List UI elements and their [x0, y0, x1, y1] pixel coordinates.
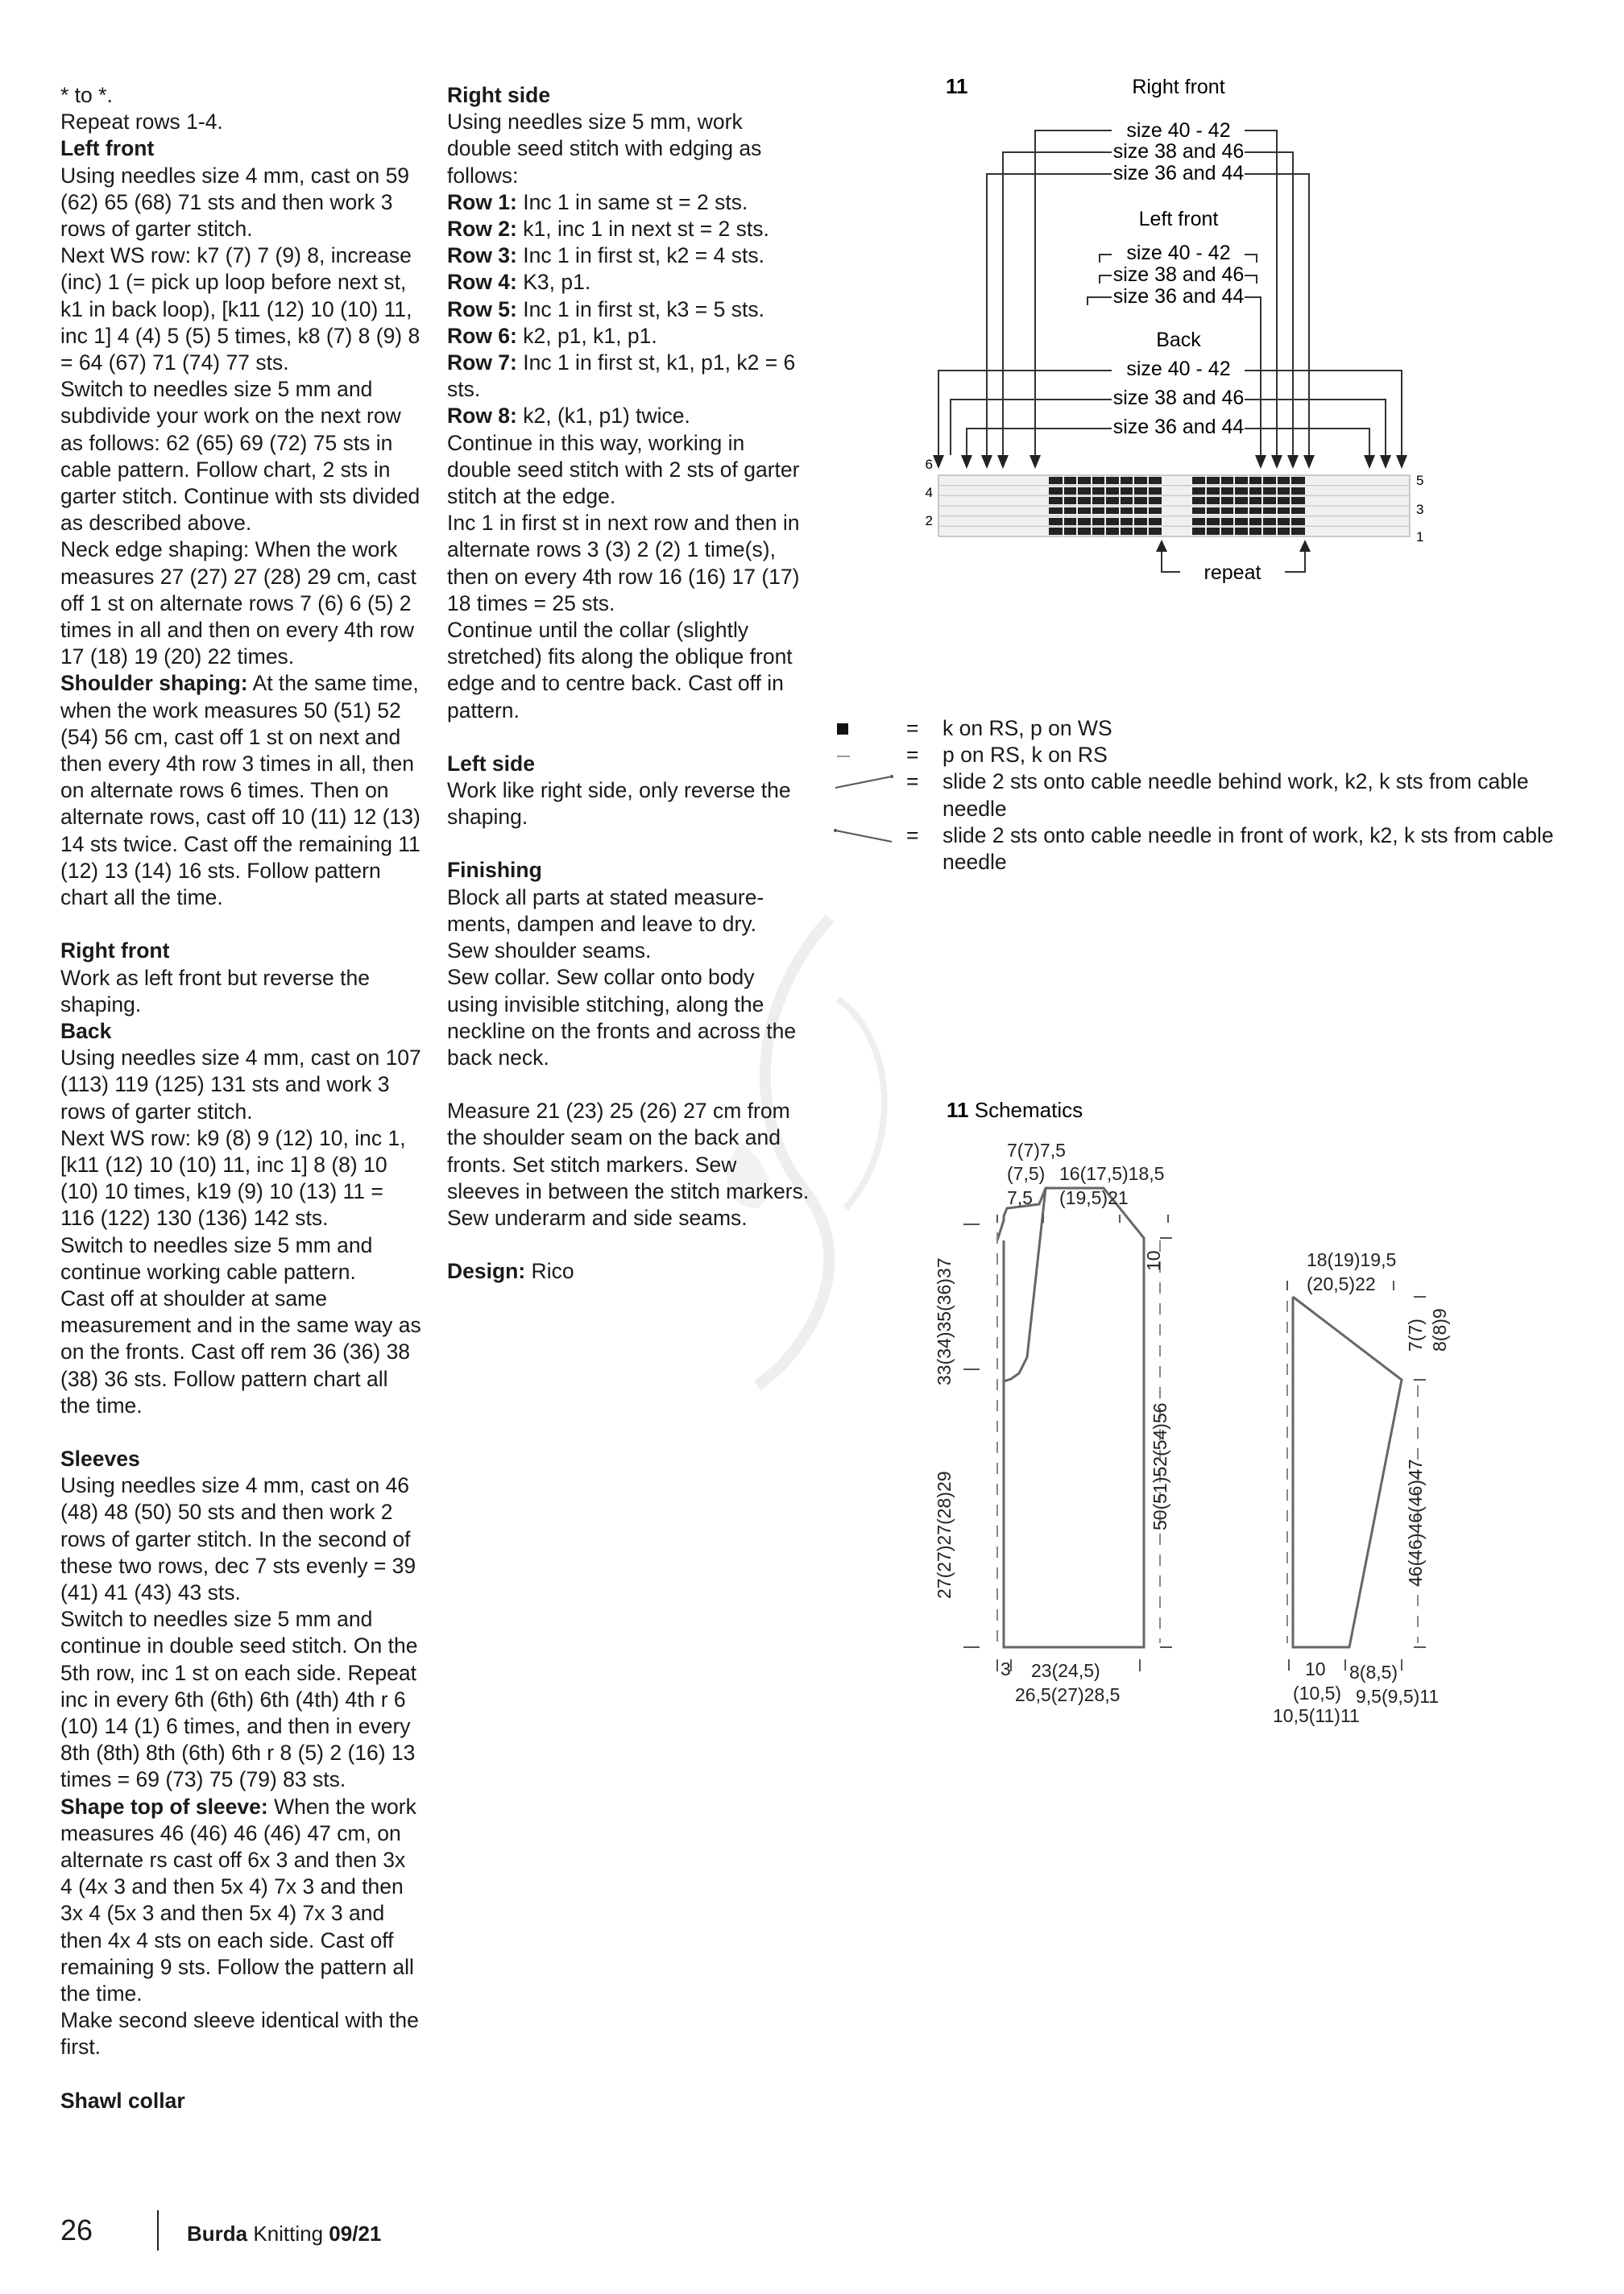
- chart-size-label: size 40 - 42: [1126, 242, 1231, 264]
- paragraph: Make second sleeve identical with the first.: [60, 2008, 419, 2060]
- section-heading-finishing: Finishing: [447, 858, 542, 883]
- row-label: Row 1:: [447, 189, 517, 214]
- chart-size-label: size 36 and 44: [1112, 162, 1245, 184]
- cable-left-icon: [834, 822, 890, 849]
- chart-size-label: size 38 and 46: [1112, 263, 1245, 286]
- schematics-number: 11: [947, 1098, 969, 1122]
- schematics-title: [947, 1098, 1083, 1122]
- magazine-title: [187, 2222, 381, 2246]
- sleeve-measure: (20,5)22: [1307, 1273, 1376, 1294]
- row-number: 4: [925, 485, 933, 500]
- schematics-title-text: Schematics: [968, 1098, 1083, 1122]
- chart-size-label: size 40 - 42: [1126, 119, 1231, 142]
- legend-text: slide 2 sts onto cable needle in front of work, k2, k sts from cable needle: [942, 822, 1554, 875]
- row-label: Row 6:: [447, 323, 517, 348]
- section-heading-left-front: Left front: [60, 136, 155, 161]
- sleeve-measure: (10,5): [1293, 1683, 1342, 1704]
- row-instruction: [447, 350, 810, 403]
- legend-text: p on RS, k on RS: [942, 743, 1108, 768]
- paragraph: Work like right side, only reverse the shaping.: [447, 778, 791, 830]
- legend-equals: =: [906, 769, 919, 794]
- body-measure: (7,5): [1007, 1163, 1046, 1184]
- legend-row: [834, 822, 1559, 876]
- legend-row: [834, 715, 1559, 742]
- chart-size-label: size 36 and 44: [1112, 416, 1245, 438]
- section-heading-sleeves: Sleeves: [60, 1446, 140, 1471]
- section-heading-shawl-collar: Shawl collar: [60, 2088, 185, 2113]
- row-text: Inc 1 in first st, k3 = 5 sts.: [516, 296, 764, 321]
- body-measure: 26,5(27)28,5: [1015, 1684, 1121, 1705]
- sleeve-measure: 8(8,5): [1349, 1662, 1398, 1683]
- body-measure: 50(51)52(54)56: [1150, 1402, 1170, 1530]
- paragraph: Sew shoulder seams.: [447, 938, 652, 963]
- legend-equals: =: [906, 743, 919, 768]
- row-text: k1, inc 1 in next st = 2 sts.: [516, 217, 769, 242]
- row-label: Row 2:: [447, 217, 517, 242]
- row-instruction: [447, 403, 810, 429]
- paragraph: [60, 670, 423, 911]
- row-instruction: [447, 296, 810, 323]
- chart-size-label: size 40 - 42: [1126, 358, 1231, 380]
- row-number: 3: [1416, 502, 1424, 517]
- sleeve-measure: 9,5(9,5)11: [1356, 1686, 1440, 1707]
- section-heading-right-front: Right front: [60, 938, 170, 963]
- stitch-grid: [938, 475, 1410, 536]
- paragraph: Using needles size 4 mm, cast on 46 (48) 48 (50) 50 sts and then work 2 rows of garter stitch. In the second of these two rows, dec 7 sts evenly = 39 (41) 41 (43) 43 sts.: [60, 1473, 416, 1605]
- repeat-label: repeat: [1204, 561, 1262, 584]
- row-instruction: [447, 323, 810, 350]
- chart-arrows: [933, 455, 1407, 469]
- body-measure: 16(17,5)18,5: [1059, 1163, 1165, 1184]
- paragraph: Switch to needles size 5 mm and continue in double seed stitch. On the 5th row, inc 1 st on each side. Repeat inc in every 6th (6th) 6th (4th) 4th r 6 (10) 14 (1) 6 times, and then in every 8th (8th) 8th (6th) 6th r 8 (5) 2 (16) 13 times = 69 (73) 75 (79) 83 sts.: [60, 1607, 418, 1792]
- inline-heading-sleeve-top: Shape top of sleeve:: [60, 1794, 268, 1819]
- paragraph: Continue until the collar (slightly stretched) fits along the oblique front edge and to centre back. Cast off in pattern.: [447, 618, 793, 723]
- body-measure: 33(34)35(36)37: [934, 1257, 955, 1385]
- row-instruction: [447, 189, 810, 216]
- paragraph: Next WS row: k7 (7) 7 (9) 8, increase (inc) 1 (= pick up loop before next st, k1 in back loop), [k11 (12) 10 (10) 11, inc 1] 4 (4) 5 (5) 5 times, k8 (7) 8 (9) 8 = 64 (67) 71 (74) 77 sts.: [60, 243, 420, 375]
- row-text: k2, p1, k1, p1.: [516, 323, 657, 348]
- design-label: Design:: [447, 1259, 526, 1284]
- paragraph: Work as left front but reverse the shaping.: [60, 965, 370, 1017]
- row-text: Inc 1 in first st, k1, p1, k2 = 6 sts.: [447, 350, 796, 402]
- body-measure: (19,5)21: [1059, 1187, 1129, 1208]
- legend-equals: =: [906, 716, 919, 740]
- text-column-middle: [447, 82, 810, 1285]
- paragraph: Cast off at shoulder at same measurement and in the same way as on the fronts. Cast off rem 36 (36) 38 (38) 36 sts. Follow pattern chart all the time.: [60, 1286, 421, 1418]
- chart-label-back: Back: [1156, 329, 1201, 351]
- body-measure: 3: [1000, 1658, 1011, 1679]
- legend-text: slide 2 sts onto cable needle behind work, k2, k sts from cable needle: [942, 769, 1529, 821]
- row-text: Inc 1 in first st, k2 = 4 sts.: [516, 243, 764, 268]
- paragraph: Using needles size 4 mm, cast on 59 (62) 65 (68) 71 sts and then work 3 rows of garter stitch.: [60, 163, 410, 242]
- body-measure: 23(24,5): [1031, 1660, 1100, 1681]
- paragraph: Next WS row: k9 (8) 9 (12) 10, inc 1, [k11 (12) 10 (10) 11, inc 1] 8 (8) 10 (10) 10 times, k19 (9) 10 (13) 11 = 116 (122) 130 (136) 142 sts.: [60, 1125, 406, 1231]
- paragraph: Neck edge shaping: When the work measures 27 (27) 27 (28) 29 cm, cast off 1 st on alternate rows 7 (6) 6 (5) 2 times in all and then on every 4th row 17 (18) 19 (20) 22 times.: [60, 537, 416, 669]
- paragraph: Using needles size 4 mm, cast on 107 (113) 119 (125) 131 sts and work 3 rows of garter stitch.: [60, 1046, 421, 1124]
- chart-size-label: size 36 and 44: [1112, 285, 1245, 308]
- legend-text: k on RS, p on WS: [942, 716, 1112, 740]
- row-number: 6: [925, 457, 933, 472]
- row-label: Row 4:: [447, 270, 517, 295]
- sleeve-measure: 10,5(11)11: [1273, 1705, 1360, 1726]
- text-line: * to *.: [60, 83, 113, 107]
- paragraph: Measure 21 (23) 25 (26) 27 cm from the shoulder seam on the back and fronts. Set stitch markers. Sew sleeves in between the stitch markers. Sew underarm and side seams.: [447, 1099, 810, 1230]
- row-text: K3, p1.: [516, 270, 591, 295]
- chart-label-left-front: Left front: [1138, 208, 1219, 230]
- row-instruction: [447, 216, 810, 242]
- section-heading-left-side: Left side: [447, 751, 535, 776]
- design-value: Rico: [525, 1259, 574, 1284]
- page-number: 26: [60, 2213, 93, 2246]
- schematics-diagram: [926, 1079, 1466, 1740]
- magazine-name: Knitting: [247, 2222, 329, 2246]
- design-credit: [447, 1258, 810, 1285]
- section-heading-back: Back: [60, 1018, 112, 1043]
- dash-icon: [834, 742, 890, 768]
- brand-name: Burda: [187, 2222, 248, 2246]
- cable-right-icon: [834, 768, 890, 795]
- row-number: 1: [1416, 529, 1424, 545]
- sleeve-measure: 10: [1305, 1658, 1326, 1679]
- paragraph: Switch to needles size 5 mm and continue working cable pattern.: [60, 1232, 373, 1284]
- row-text: Inc 1 in same st = 2 sts.: [516, 189, 748, 214]
- row-text: k2, (k1, p1) twice.: [516, 404, 690, 429]
- text-line: Repeat rows 1-4.: [60, 110, 223, 135]
- paragraph: Sew collar. Sew collar onto body using invisible stitching, along the neckline on the fronts and across the back neck.: [447, 965, 797, 1070]
- inline-heading-shoulder: Shoulder shaping:: [60, 671, 248, 696]
- chart-number: 11: [946, 74, 968, 98]
- body-measure: 7(7)7,5: [1007, 1140, 1066, 1161]
- section-heading-right-side: Right side: [447, 83, 551, 107]
- row-label: Row 3:: [447, 243, 517, 268]
- sleeve-schematic: [1273, 1249, 1450, 1726]
- paragraph-text: When the work measures 46 (46) 46 (46) 47 cm, on alternate rs cast off 6x 3 and then 3x 4 (4x 3 and then 5x 4) 7x 3 and then 3x 4 (5x 3 and then 5x 4) 7x 3 and then 4x 4 sts on each side. Cast off remaining 9 sts. Follow the pattern all the time.: [60, 1794, 416, 2006]
- paragraph: Switch to needles size 5 mm and subdivide your work on the next row as follows: 62 (65) 69 (72) 75 sts in cable pattern. Follow chart, 2 sts in garter stitch. Continue with sts divided as described above.: [60, 377, 420, 536]
- issue-number: 09/21: [329, 2222, 382, 2246]
- row-number: 2: [925, 513, 933, 528]
- sleeve-measure: 8(8)9: [1429, 1308, 1450, 1352]
- body-schematic: [934, 1140, 1172, 1705]
- body-measure: 10: [1143, 1250, 1164, 1271]
- body-measure: 7,5: [1007, 1187, 1033, 1208]
- legend-row: [834, 768, 1559, 822]
- chart-size-label: size 38 and 46: [1112, 140, 1245, 163]
- row-label: Row 7:: [447, 350, 517, 375]
- paragraph: Continue in this way, working in double seed stitch with 2 sts of garter stitch at the edge.: [447, 430, 800, 509]
- paragraph: Using needles size 5 mm, work double seed stitch with edging as follows:: [447, 110, 762, 188]
- text-column-left: [60, 82, 423, 2114]
- paragraph: [60, 1794, 423, 2008]
- row-instruction: [447, 269, 810, 296]
- paragraph: Block all parts at stated measure-ments, dampen and leave to dry.: [447, 884, 764, 936]
- paragraph-text: At the same time, when the work measures 50 (51) 52 (54) 56 cm, cast off 1 st on next and then every 4th row 3 times in all, then on alternate rows 6 times. Then on alternate rows, cast off 10 (11) 12 (13) 14 sts twice. Cast off the remaining 11 (12) 13 (14) 16 sts. Follow pattern chart all the time.: [60, 671, 420, 910]
- chart-label-right-front: Right front: [1132, 76, 1225, 98]
- sleeve-measure: 7(7): [1405, 1319, 1426, 1352]
- row-number: 5: [1416, 473, 1424, 488]
- sleeve-measure: 18(19)19,5: [1307, 1249, 1397, 1270]
- legend-equals: =: [906, 822, 919, 847]
- row-instruction: [447, 242, 810, 269]
- page-footer: [60, 2213, 544, 2254]
- paragraph: Inc 1 in first st in next row and then in alternate rows 3 (3) 2 (2) 1 time(s), then on every 4th row 16 (16) 17 (17) 18 times = 25 sts.: [447, 511, 800, 615]
- cable-pattern-chart: [838, 64, 1466, 596]
- body-measure: 27(27)27(28)29: [934, 1471, 955, 1599]
- chart-legend: [834, 715, 1559, 876]
- row-label: Row 5:: [447, 296, 517, 321]
- footer-divider: [157, 2210, 159, 2251]
- chart-size-label: size 38 and 46: [1112, 387, 1245, 409]
- filled-square-icon: [834, 715, 890, 742]
- sleeve-measure: 46(46)46(46)47: [1405, 1459, 1426, 1587]
- row-label: Row 8:: [447, 404, 517, 429]
- legend-row: [834, 742, 1559, 768]
